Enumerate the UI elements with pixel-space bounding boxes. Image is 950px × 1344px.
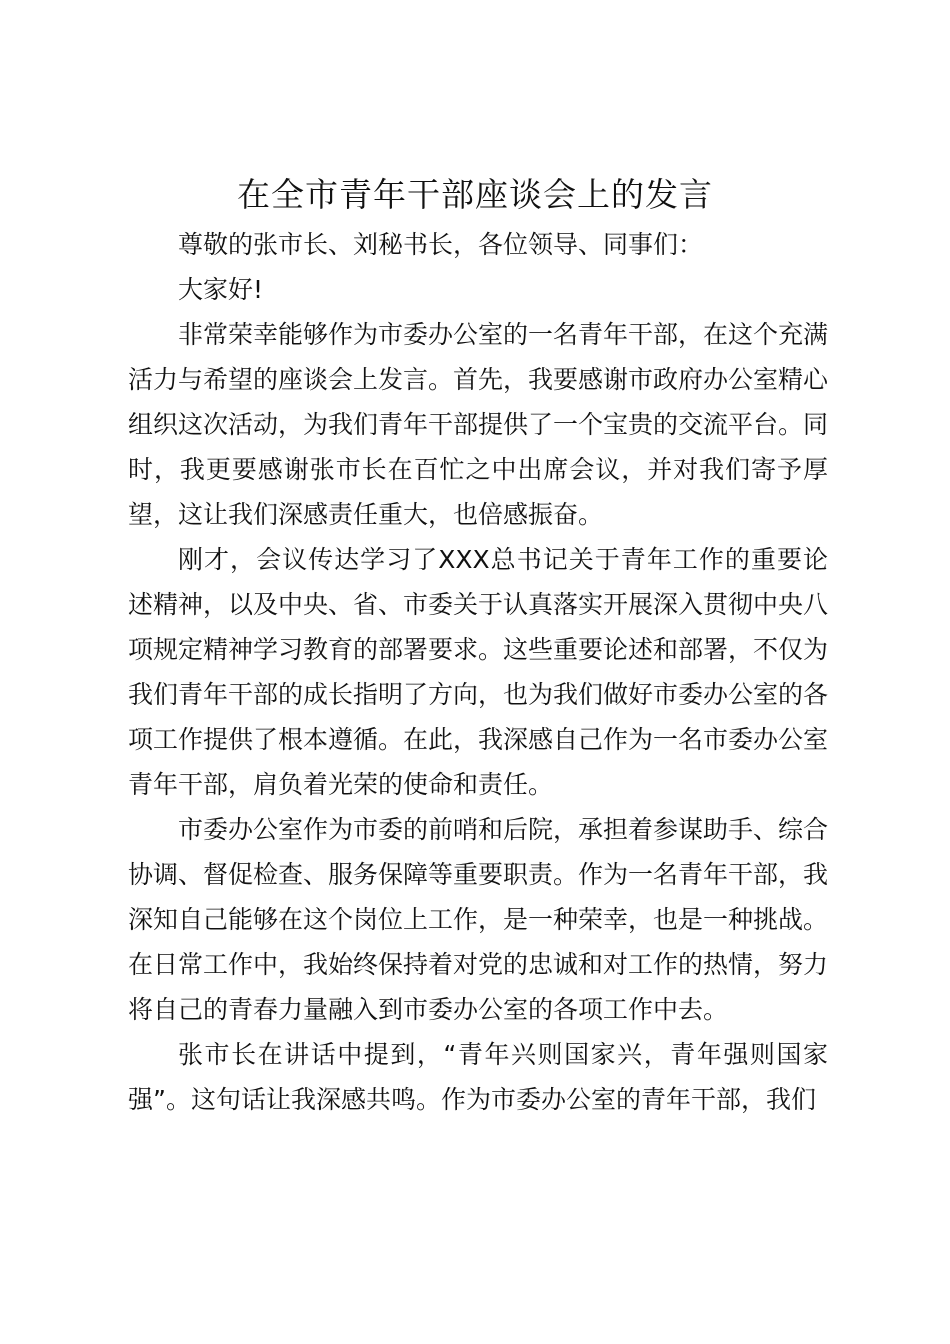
paragraph: 非常荣幸能够作为市委办公室的一名青年干部，在这个充满活力与希望的座谈会上发言。首先，我要感谢市政府办公室精心组织这次活动，为我们青年干部提供了一个宝贵的交流平台。同时，我更要感谢张市长在百忙之中出席会议，并对我们寄予厚望，这让我们深感责任重大，也倍感振奋。 <box>128 320 829 529</box>
paragraph: 市委办公室作为市委的前哨和后院，承担着参谋助手、综合协调、督促检查、服务保障等重要职责。作为一名青年干部，我深知自己能够在这个岗位上工作，是一种荣幸，也是一种挑战。在日常工作中，我始终保持着对党的忠诚和对工作的热情，努力将自己的青春力量融入到市委办公室的各项工作中去。 <box>128 815 829 1024</box>
document-title: 在全市青年干部座谈会上的发言 <box>237 175 713 214</box>
paragraph: 张市长在讲话中提到，“青年兴则国家兴，青年强则国家强”。这句话让我深感共鸣。作为市委办公室的青年干部，我们 <box>128 1040 828 1114</box>
salutation: 尊敬的张市长、刘秘书长，各位领导、同事们： <box>178 230 704 259</box>
paragraph: 刚才，会议传达学习了XXX总书记关于青年工作的重要论述精神，以及中央、省、市委关于认真落实开展深入贯彻中央八项规定精神学习教育的部署要求。这些重要论述和部署，不仅为我们青年干部的成长指明了方向，也为我们做好市委办公室的各项工作提供了根本遵循。在此，我深感自己作为一名市委办公室青年干部，肩负着光荣的使命和责任。 <box>128 545 829 799</box>
greeting: 大家好! <box>178 275 264 304</box>
document-body <box>128 222 828 1122</box>
